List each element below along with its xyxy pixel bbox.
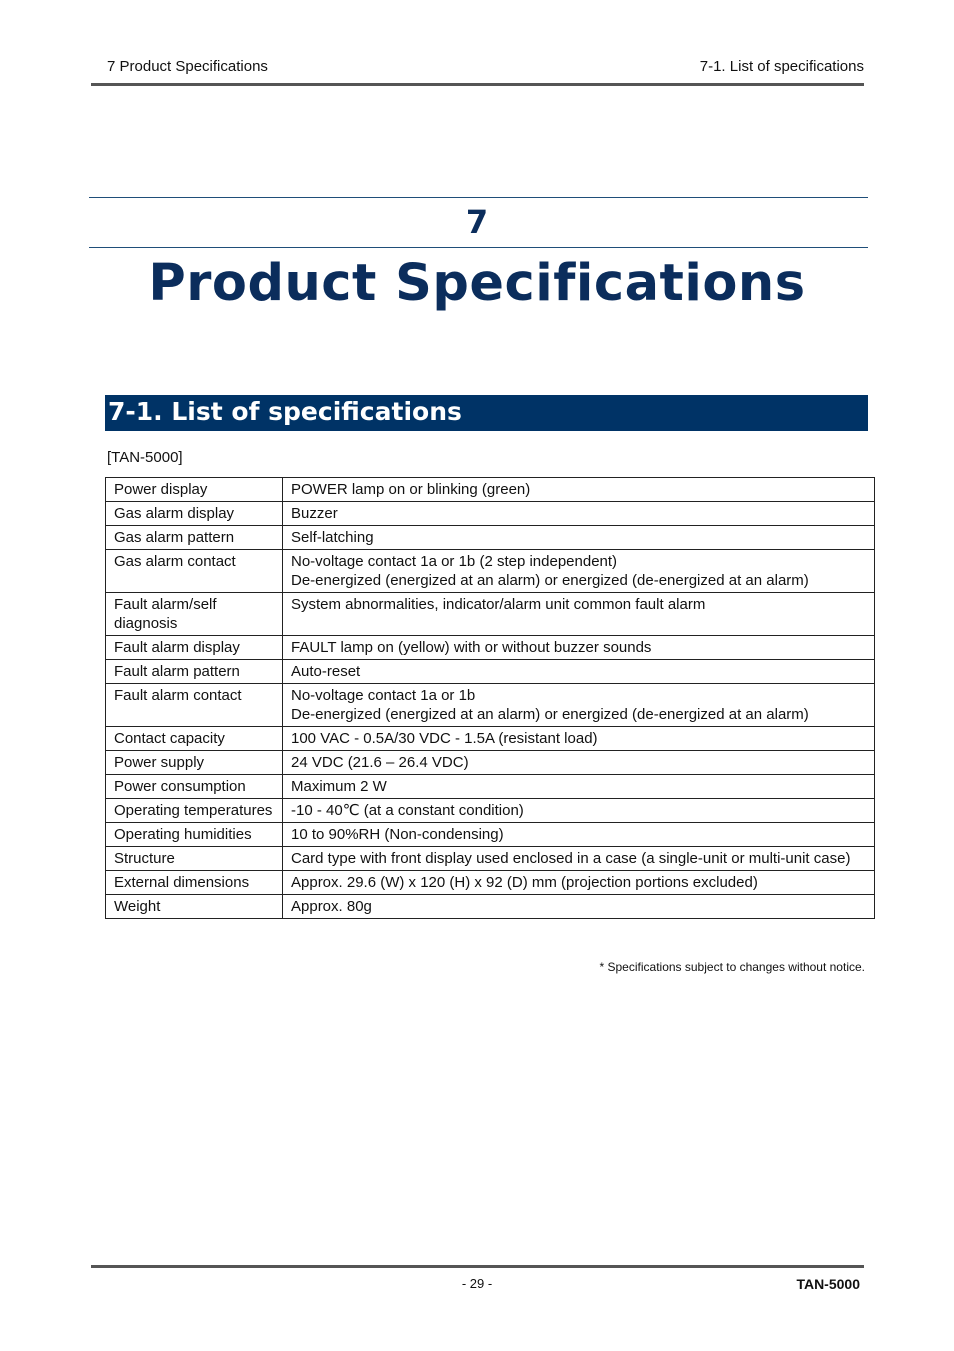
spec-value: No-voltage contact 1a or 1b (2 step independent) De-energized (energized at an alarm) or energized (de-energized at an alarm) xyxy=(283,550,875,593)
document-id: TAN-5000 xyxy=(796,1276,860,1292)
spec-key: Weight xyxy=(106,895,283,919)
spec-key: Fault alarm pattern xyxy=(106,660,283,684)
page-number: - 29 - xyxy=(461,1276,493,1291)
section-heading-bar xyxy=(105,395,868,431)
spec-value: System abnormalities, indicator/alarm unit common fault alarm xyxy=(283,593,875,636)
spec-key: Structure xyxy=(106,847,283,871)
spec-key: Gas alarm contact xyxy=(106,550,283,593)
table-row xyxy=(106,526,875,550)
table-row xyxy=(106,823,875,847)
spec-value: 100 VAC - 0.5A/30 VDC - 1.5A (resistant load) xyxy=(283,727,875,751)
spec-key: Fault alarm/self diagnosis xyxy=(106,593,283,636)
table-row xyxy=(106,660,875,684)
table-row xyxy=(106,684,875,727)
chapter-title: Product Specifications xyxy=(148,254,806,313)
header-rule xyxy=(91,83,864,86)
spec-value: FAULT lamp on (yellow) with or without buzzer sounds xyxy=(283,636,875,660)
spec-key: Operating temperatures xyxy=(106,799,283,823)
table-row xyxy=(106,871,875,895)
specifications-table xyxy=(105,477,875,919)
spec-value: 10 to 90%RH (Non-condensing) xyxy=(283,823,875,847)
spec-key: Fault alarm display xyxy=(106,636,283,660)
spec-value: No-voltage contact 1a or 1b De-energized (energized at an alarm) or energized (de-energized at an alarm) xyxy=(283,684,875,727)
spec-value: Card type with front display used enclosed in a case (a single-unit or multi-unit case) xyxy=(283,847,875,871)
model-label: [TAN-5000] xyxy=(107,449,183,466)
spec-value: 24 VDC (21.6 – 26.4 VDC) xyxy=(283,751,875,775)
section-title: 7-1. List of specifications xyxy=(108,397,462,426)
running-header-chapter: 7 Product Specifications xyxy=(107,58,268,75)
chapter-rule-top xyxy=(89,197,868,198)
running-header-section: 7-1. List of specifications xyxy=(699,58,864,75)
spec-value: Buzzer xyxy=(283,502,875,526)
table-row xyxy=(106,550,875,593)
spec-key: Power consumption xyxy=(106,775,283,799)
spec-key: Power supply xyxy=(106,751,283,775)
spec-value: Approx. 80g xyxy=(283,895,875,919)
spec-key: Operating humidities xyxy=(106,823,283,847)
table-row xyxy=(106,775,875,799)
table-row xyxy=(106,636,875,660)
table-row xyxy=(106,593,875,636)
spec-value: Approx. 29.6 (W) x 120 (H) x 92 (D) mm (projection portions excluded) xyxy=(283,871,875,895)
footer-rule xyxy=(91,1265,864,1268)
table-row xyxy=(106,727,875,751)
spec-key: Gas alarm display xyxy=(106,502,283,526)
spec-key: External dimensions xyxy=(106,871,283,895)
spec-key: Contact capacity xyxy=(106,727,283,751)
table-row xyxy=(106,751,875,775)
spec-value: Maximum 2 W xyxy=(283,775,875,799)
table-row xyxy=(106,478,875,502)
table-row xyxy=(106,799,875,823)
table-row xyxy=(106,895,875,919)
spec-key: Gas alarm pattern xyxy=(106,526,283,550)
table-row xyxy=(106,847,875,871)
chapter-rule-bottom xyxy=(89,247,868,248)
disclaimer-note: * Specifications subject to changes without notice. xyxy=(599,960,865,974)
spec-value: -10 - 40℃ (at a constant condition) xyxy=(283,799,875,823)
table-row xyxy=(106,502,875,526)
spec-key: Power display xyxy=(106,478,283,502)
spec-value: Auto-reset xyxy=(283,660,875,684)
spec-key: Fault alarm contact xyxy=(106,684,283,727)
spec-value: Self-latching xyxy=(283,526,875,550)
chapter-number: 7 xyxy=(465,203,489,241)
spec-value: POWER lamp on or blinking (green) xyxy=(283,478,875,502)
